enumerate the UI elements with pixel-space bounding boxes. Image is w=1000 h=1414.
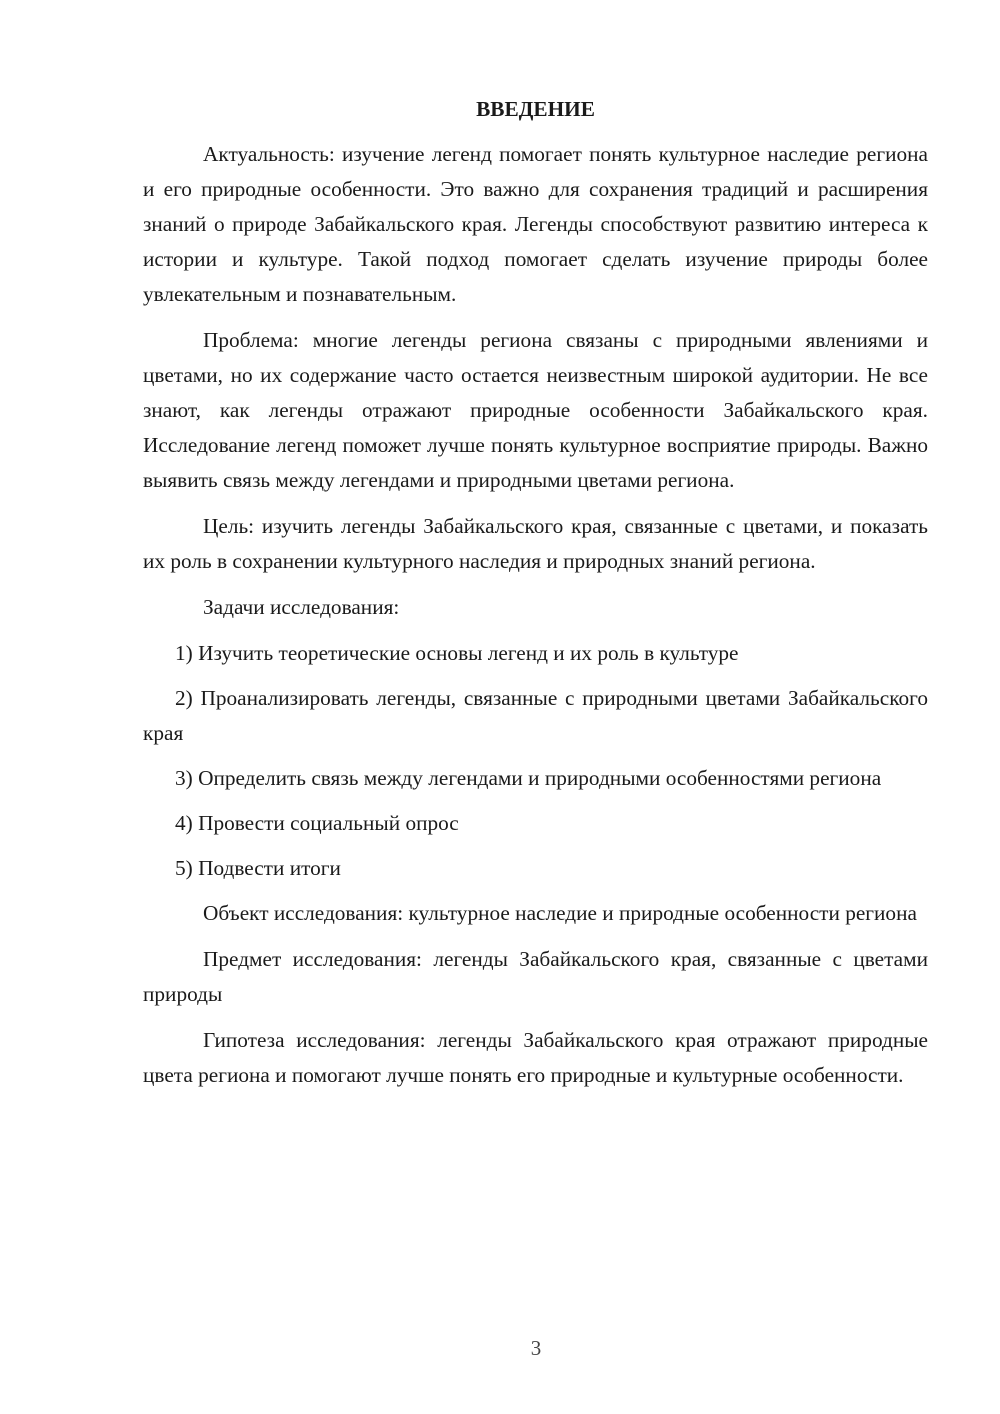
- goal-paragraph: Цель: изучить легенды Забайкальского края, связанные с цветами, и показать их роль в сохранении культурного наследия и природных знаний региона.: [143, 514, 928, 573]
- hypothesis-paragraph: Гипотеза исследования: легенды Забайкальского края отражают природные цвета региона и помогают лучше понять его природные и культурные особенности.: [143, 1028, 928, 1087]
- task-item: 4) Провести социальный опрос: [175, 811, 459, 835]
- section-heading: ВВЕДЕНИЕ: [476, 97, 595, 121]
- document-page: [143, 92, 928, 1104]
- task-item: 1) Изучить теоретические основы легенд и их роль в культуре: [175, 641, 739, 665]
- subject-paragraph: Предмет исследования: легенды Забайкальского края, связанные с цветами природы: [143, 947, 928, 1006]
- task-item: 2) Проанализировать легенды, связанные с природными цветами Забайкальского края: [143, 686, 928, 745]
- problem-paragraph: Проблема: многие легенды региона связаны с природными явлениями и цветами, но их содержание часто остается неизвестным широкой аудитории. Не все знают, как легенды отражают природные особенности Забайкальского края. Исследование легенд поможет лучше понять культурное восприятие природы. Важно выявить связь между легендами и природными цветами региона.: [143, 328, 928, 492]
- object-paragraph: Объект исследования: культурное наследие и природные особенности региона: [203, 901, 917, 925]
- task-item: 3) Определить связь между легендами и природными особенностями региона: [175, 766, 882, 790]
- tasks-title: Задачи исследования:: [203, 595, 400, 619]
- page-number: 3: [530, 1336, 542, 1360]
- task-item: 5) Подвести итоги: [175, 856, 341, 880]
- relevance-paragraph: Актуальность: изучение легенд помогает понять культурное наследие региона и его природные особенности. Это важно для сохранения традиций и расширения знаний о природе Забайкальского края. Легенды способствуют развитию интереса к истории и культуре. Такой подход помогает сделать изучение природы более увлекательным и познавательным.: [143, 142, 928, 306]
